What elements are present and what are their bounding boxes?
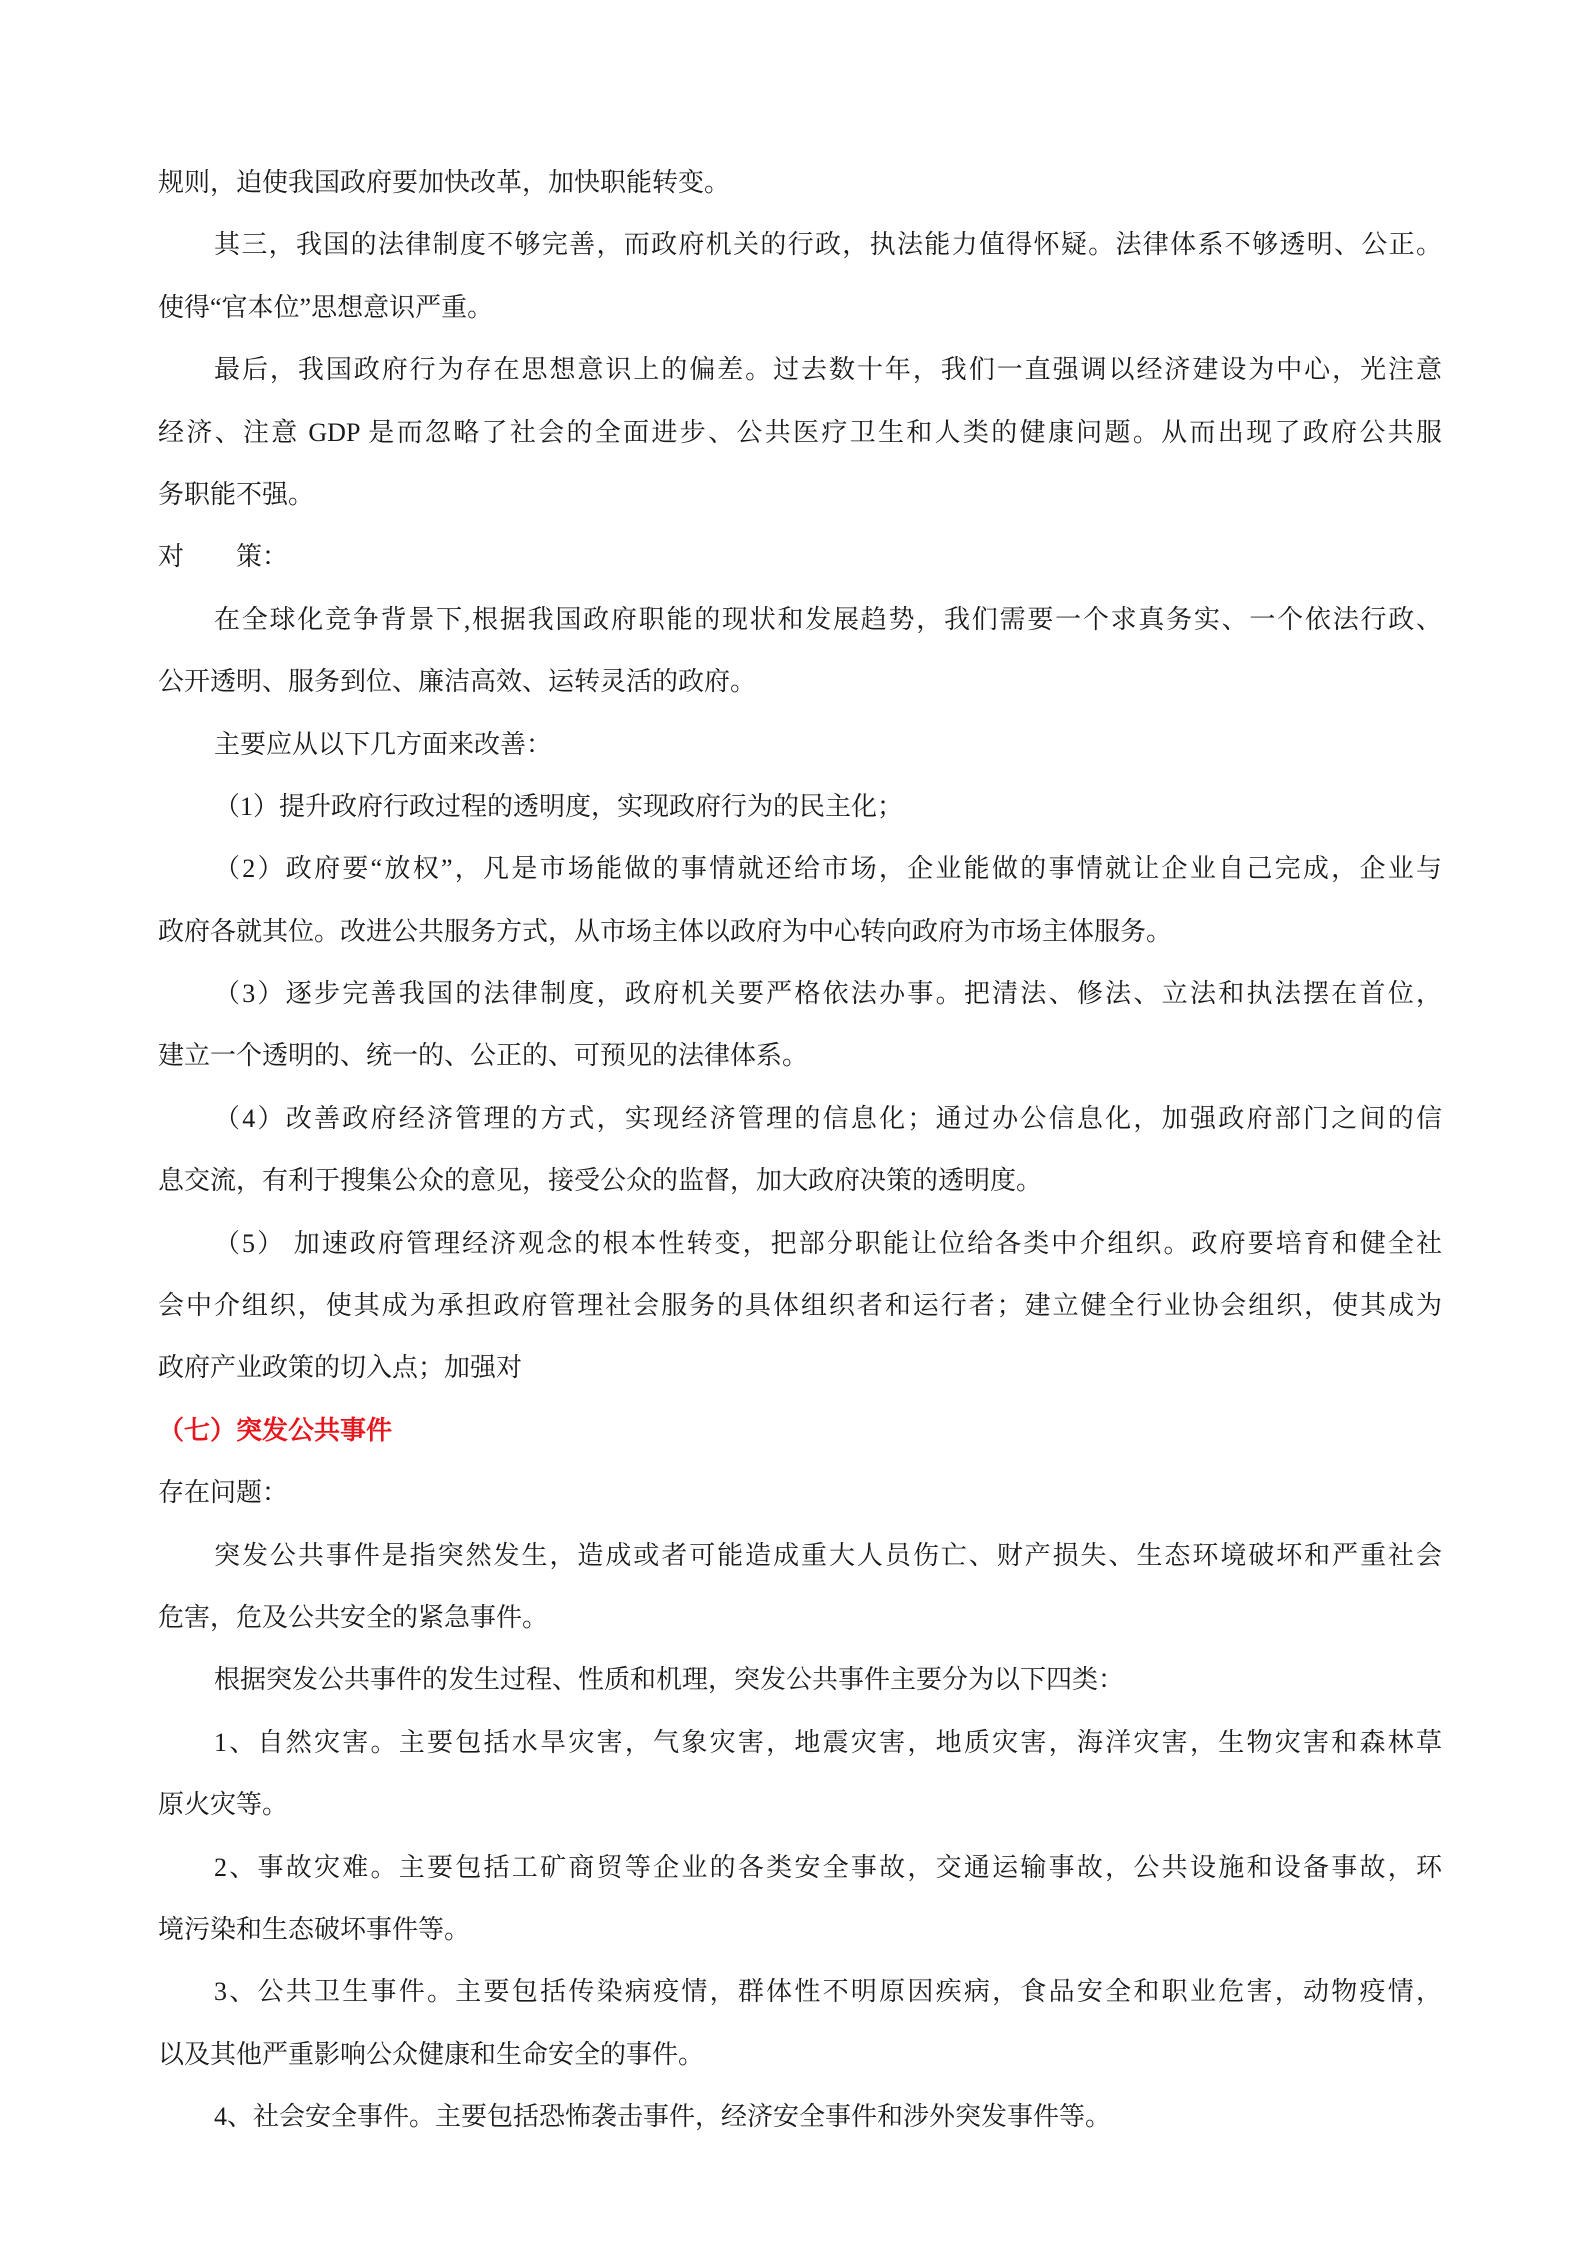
text-line: （4）改善政府经济管理的方式，实现经济管理的信息化；通过办公信息化，加强政府部门之间的信 (214, 1103, 1442, 1133)
text-line: （5） 加速政府管理经济观念的根本性转变，把部分职能让位给各类中介组织。政府要培育和健全社 (214, 1228, 1442, 1258)
paragraph (158, 838, 1442, 963)
text-line: 最后，我国政府行为存在思想意识上的偏差。过去数十年，我们一直强调以经济建设为中心，光注意 (214, 355, 1442, 385)
text-line: 公开透明、服务到位、廉洁高效、运转灵活的政府。 (158, 667, 757, 697)
text-line: 境污染和生态破坏事件等。 (158, 1914, 471, 1944)
text-line: 突发公共事件是指突然发生，造成或者可能造成重大人员伤亡、财产损失、生态环境破坏和严重社会 (214, 1540, 1442, 1570)
text-line: 经济、注意 GDP 是而忽略了社会的全面进步、公共医疗卫生和人类的健康问题。从而出现了政府公共服 (158, 417, 1442, 447)
text-line: 主要应从以下几方面来改善： (214, 729, 553, 759)
text-line: 以及其他严重影响公众健康和生命安全的事件。 (158, 2039, 705, 2069)
paragraph (158, 526, 1442, 588)
paragraph (158, 589, 1442, 714)
paragraph (158, 776, 1442, 838)
paragraph (158, 1462, 1442, 1524)
text-line: （3）逐步完善我国的法律制度，政府机关要严格依法办事。把清法、修法、立法和执法摆在首位， (214, 979, 1442, 1009)
paragraph (158, 1649, 1442, 1711)
text-line: 政府产业政策的切入点；加强对 (158, 1353, 523, 1383)
paragraph (158, 1837, 1442, 1962)
text-line: 建立一个透明的、统一的、公正的、可预见的法律体系。 (158, 1041, 809, 1071)
text-line: 会中介组织，使其成为承担政府管理社会服务的具体组织者和运行者；建立健全行业协会组织，使其成为 (158, 1291, 1442, 1321)
text-line: 根据突发公共事件的发生过程、性质和机理，突发公共事件主要分为以下四类： (214, 1665, 1125, 1695)
text-line: 在全球化竞争背景下,根据我国政府职能的现状和发展趋势，我们需要一个求真务实、一个依法行政、 (214, 604, 1442, 634)
document-page (158, 152, 1442, 2149)
text-line: 政府各就其位。改进公共服务方式，从市场主体以政府为中心转向政府为市场主体服务。 (158, 916, 1173, 946)
paragraph (158, 339, 1442, 526)
paragraph (158, 2086, 1442, 2148)
text-line: 务职能不强。 (158, 479, 315, 509)
text-line: 其三，我国的法律制度不够完善，而政府机关的行政，执法能力值得怀疑。法律体系不够透明、公正。 (214, 230, 1442, 260)
text-line: 存在问题： (158, 1478, 289, 1508)
paragraph (158, 214, 1442, 339)
text-line: （1）提升政府行政过程的透明度，实现政府行为的民主化； (214, 791, 904, 821)
paragraph (158, 1961, 1442, 2086)
paragraph (158, 1088, 1442, 1213)
text-line: （七）突发公共事件 (158, 1415, 393, 1445)
text-line: 4、社会安全事件。主要包括恐怖袭击事件，经济安全事件和涉外突发事件等。 (214, 2102, 1112, 2132)
paragraph (158, 1525, 1442, 1650)
text-line: 危害，危及公共安全的紧急事件。 (158, 1602, 549, 1632)
text-line: 对 策： (158, 542, 289, 572)
text-line: （2）政府要“放权”，凡是市场能做的事情就还给市场，企业能做的事情就让企业自己完成，企业与 (214, 854, 1442, 884)
paragraph (158, 963, 1442, 1088)
section-heading (158, 1400, 1442, 1462)
text-line: 3、公共卫生事件。主要包括传染病疫情，群体性不明原因疾病，食品安全和职业危害，动物疫情， (214, 1977, 1442, 2007)
paragraph (158, 714, 1442, 776)
paragraph (158, 1213, 1442, 1400)
text-line: 1、自然灾害。主要包括水旱灾害，气象灾害，地震灾害，地质灾害，海洋灾害，生物灾害和森林草 (214, 1727, 1442, 1757)
paragraph (158, 1712, 1442, 1837)
text-line: 原火灾等。 (158, 1790, 289, 1820)
text-line: 使得“官本位”思想意识严重。 (158, 292, 494, 322)
text-line: 2、事故灾难。主要包括工矿商贸等企业的各类安全事故，交通运输事故，公共设施和设备事故，环 (214, 1852, 1442, 1882)
text-line: 息交流，有利于搜集公众的意见，接受公众的监督，加大政府决策的透明度。 (158, 1166, 1043, 1196)
paragraph (158, 152, 1442, 214)
text-line: 规则，迫使我国政府要加快改革，加快职能转变。 (158, 168, 731, 197)
